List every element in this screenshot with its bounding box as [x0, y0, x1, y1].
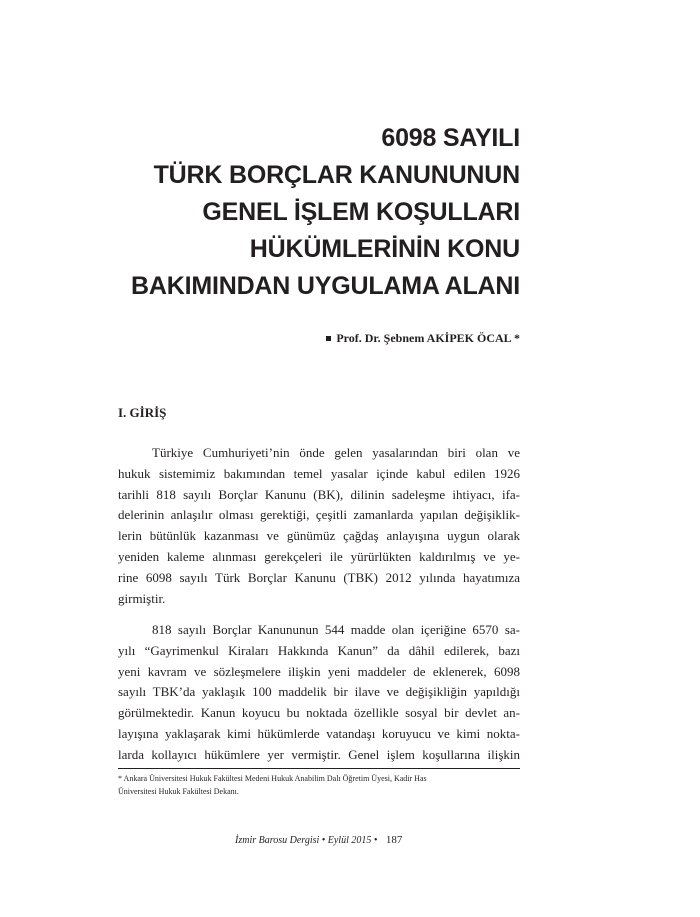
author-line	[326, 331, 520, 346]
page-footer	[235, 834, 402, 846]
paragraph-1	[118, 443, 520, 609]
text-line: tarihli 818 sayılı Borçlar Kanunu (BK), dilinin sadeleşme ihtiyacı, ifa-	[118, 486, 520, 502]
text-line: hukuk sistemimiz bakımından temel yasalar içinde kabul edilen 1926	[118, 465, 520, 481]
author-name: Prof. Dr. Şebnem AKİPEK ÖCAL *	[336, 331, 520, 345]
text-line: larda kollayıcı hükümlere yer vermiştir. Genel işlem koşullarına ilişkin	[118, 746, 520, 762]
article-title	[60, 120, 520, 305]
text-line: görülmektedir. Kanun koyucu bu noktada özellikle sosyal bir devlet an-	[118, 705, 520, 721]
title-line: GENEL İŞLEM KOŞULLARI	[202, 198, 520, 226]
square-bullet-icon	[326, 336, 331, 341]
text-line: yeni kavram ve sözleşmelere ilişkin yeni maddeler de eklenerek, 6098	[118, 663, 520, 679]
paragraph-2	[118, 620, 520, 766]
title-line: TÜRK BORÇLAR KANUNUNUN	[153, 161, 520, 189]
text-line: yeniden kaleme alınması gerekçeleri ile yürürlükten kaldırılmış ve ye-	[118, 548, 520, 564]
text-line: yılı “Gayrimenkul Kiraları Hakkında Kanun” da dâhil edilerek, bazı	[118, 642, 520, 658]
footnote-line: Üniversitesi Hukuk Fakültesi Dekanı.	[118, 787, 239, 796]
section-heading: I. GİRİŞ	[118, 405, 167, 420]
text-line: layışına yaklaşarak kimi hükümlerde vatandaşı koruyucu ve kimi nokta-	[118, 725, 520, 741]
text-line: sayılı TBK’da yaklaşık 100 maddelik bir ilave ve değişikliğin yapıldığı	[118, 684, 520, 700]
text-line: rine 6098 sayılı Türk Borçlar Kanunu (TBK) 2012 yılında hayatımıza	[118, 569, 520, 585]
footnote-line: * Ankara Üniversitesi Hukuk Fakültesi Medeni Hukuk Anabilim Dalı Öğretim Üyesi, Kadir Has	[118, 774, 427, 783]
footnote-divider	[118, 768, 520, 769]
text-line: 818 sayılı Borçlar Kanununun 544 madde olan içeriğine 6570 sa-	[152, 622, 520, 637]
page-number: 187	[385, 834, 403, 846]
text-line: girmiştir.	[118, 590, 166, 606]
text-line: lerin bütünlük kazanması ve günümüz çağdaş anlayışına uygun olarak	[118, 528, 520, 544]
journal-name: İzmir Barosu Dergisi • Eylül 2015 •	[235, 835, 378, 846]
title-line: 6098 SAYILI	[381, 124, 520, 152]
text-line: delerinin anlaşılır olması gerektiği, çeşitli zamanlarda yapılan değişiklik-	[118, 507, 520, 523]
title-line: HÜKÜMLERİNİN KONU	[249, 235, 520, 263]
title-line: BAKIMINDAN UYGULAMA ALANI	[131, 272, 520, 300]
text-line: Türkiye Cumhuriyeti’nin önde gelen yasalarından biri olan ve	[152, 445, 520, 460]
footnote	[118, 772, 520, 798]
